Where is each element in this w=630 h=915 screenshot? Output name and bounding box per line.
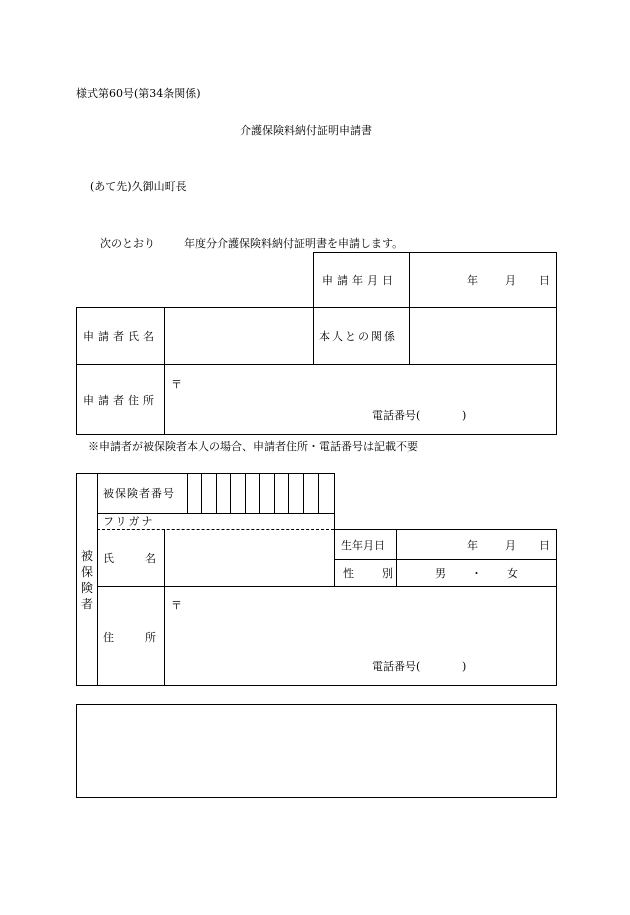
month-label: 月 <box>505 274 516 287</box>
table-line <box>334 473 335 587</box>
birth-day-label: 日 <box>539 539 550 552</box>
memo-box[interactable] <box>76 704 557 798</box>
table-line <box>556 252 557 435</box>
table-line <box>334 559 557 560</box>
table-line <box>97 473 98 686</box>
fiscal-year-field[interactable] <box>154 236 180 250</box>
sex-label: 性 別 <box>343 567 395 580</box>
furigana-label: フリガナ <box>103 515 155 528</box>
applicant-address-field[interactable] <box>165 365 556 434</box>
insured-name-label: 氏 名 <box>103 552 159 565</box>
sex-separator: ・ <box>471 567 482 580</box>
insured-name-field[interactable] <box>165 530 334 586</box>
birth-month-label: 月 <box>505 539 516 552</box>
sex-option-female[interactable]: 女 <box>507 567 518 580</box>
birthdate-label: 生年月日 <box>341 539 385 552</box>
applicant-address-label: 申請者住所 <box>83 394 158 407</box>
table-line <box>76 473 77 686</box>
table-line <box>313 252 314 365</box>
request-prefix: 次のとおり <box>100 237 155 250</box>
insured-section-label: 被保険者 <box>80 549 93 611</box>
applicant-name-label: 申請者氏名 <box>83 330 158 343</box>
application-date-label: 申請年月日 <box>322 274 397 287</box>
table-line <box>556 529 557 686</box>
application-date-field[interactable] <box>410 253 556 307</box>
phone-label: 電話番号( <box>372 409 421 422</box>
insured-address-label: 住 所 <box>103 631 159 644</box>
form-number: 様式第60号(第34条関係) <box>76 87 201 100</box>
insured-postal-mark: 〒 <box>171 599 182 612</box>
request-suffix: 年度分介護保険料納付証明書を申請します。 <box>184 237 404 250</box>
postal-mark: 〒 <box>171 378 182 391</box>
insured-number-label: 被保険者番号 <box>103 487 175 500</box>
insured-phone-close: ) <box>462 660 467 673</box>
phone-close: ) <box>462 409 467 422</box>
table-line <box>76 434 557 435</box>
relationship-label: 本人との関係 <box>319 330 397 343</box>
sex-option-male[interactable]: 男 <box>435 567 446 580</box>
table-line <box>76 685 557 686</box>
addressee: (あて先)久御山町長 <box>90 180 187 193</box>
furigana-field[interactable] <box>165 514 334 529</box>
note-text: ※申請者が被保険者本人の場合、申請者住所・電話番号は記載不要 <box>88 440 418 453</box>
insured-number-field[interactable] <box>188 474 333 513</box>
day-label: 日 <box>539 274 550 287</box>
insured-phone-label: 電話番号( <box>372 660 421 673</box>
birth-year-label: 年 <box>467 539 478 552</box>
table-line <box>76 307 77 435</box>
applicant-name-field[interactable] <box>165 308 313 364</box>
year-label: 年 <box>467 274 478 287</box>
relationship-field[interactable] <box>410 308 556 364</box>
insured-address-field[interactable] <box>165 587 556 685</box>
page-title: 介護保険料納付証明申請書 <box>240 124 372 137</box>
